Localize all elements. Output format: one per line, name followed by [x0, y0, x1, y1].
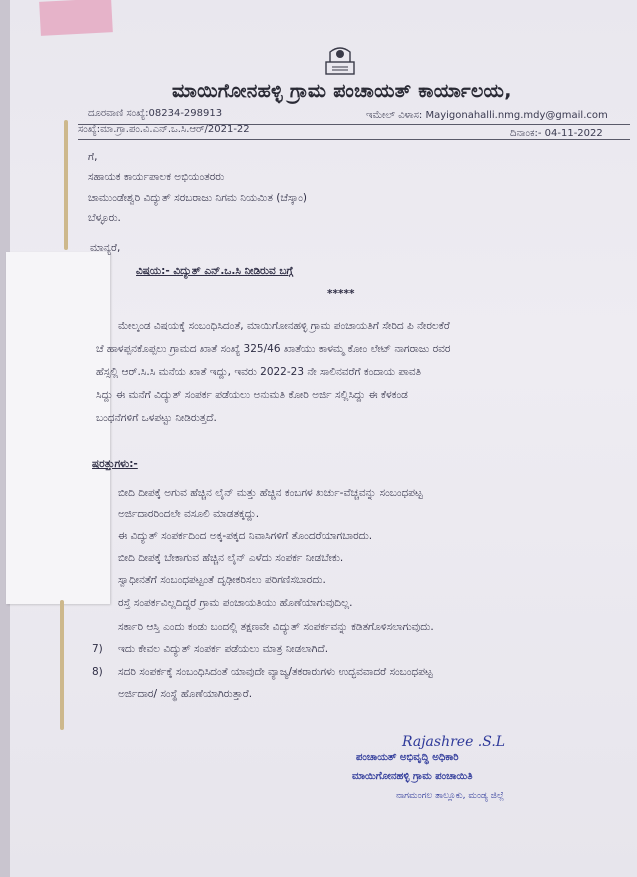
office-title: ಮಾಯಿಗೋನಹಳ್ಳಿ ಗ್ರಾಮ ಪಂಚಾಯತ್ ಕಾರ್ಯಾಲಯ, [172, 80, 512, 102]
pink-paper-tab [39, 0, 113, 36]
recipient-line-3: ಬೆಳ್ಳೂರು. [88, 212, 121, 224]
paragraph-line-3: ಹೆಸ್ಸಲ್ಲಿ ಆರ್.ಸಿ.ಸಿ ಮನೆಯ ಖಾತೆ ಇದ್ದು, ಇವರು 2022-23 ನೇ ಸಾಲಿನವರೆಗೆ ಕಂದಾಯ ಪಾವತಿ [96, 366, 422, 378]
reference-number: ಸಂಖ್ಯೆ:ಮಾ.ಗ್ರಾ.ಪಂ.ವಿ.ಎನ್.ಒ.ಸಿ.ಆರ್/2021-22 [78, 124, 250, 135]
letter-date: ದಿನಾಂಕ:- 04-11-2022 [510, 128, 603, 139]
condition-8-cont: ಅರ್ಜಿದಾರ/ ಸಂಸ್ಥೆ ಹೊಣೆಯಾಗಿರುತ್ತಾರೆ. [118, 688, 253, 700]
condition-7-number: 7) [92, 643, 103, 655]
condition-2: ಈ ವಿದ್ಯುತ್ ಸಂಪರ್ಕದಿಂದ ಅಕ್ಕ-ಪಕ್ಕದ ನಿವಾಸಿಗಳಿಗೆ ತೊಂದರೆಯಾಗಬಾರದು. [118, 530, 373, 542]
white-paper-slip [6, 252, 110, 604]
condition-7: ಇದು ಕೇವಲ ವಿದ್ಯುತ್ ಸಂಪರ್ಕ ಪಡೆಯಲು ಮಾತ್ರ ನೀಡಲಾಗಿದೆ. [118, 643, 329, 655]
condition-1: ಬೀದಿ ದೀಪಕ್ಕೆ ಅಗುವ ಹೆಚ್ಚಿನ ಲೈನ್ ಮತ್ತು ಹೆಚ್ಚಿನ ಕಂಬಗಳ ಖರ್ಚು-ವೆಚ್ಚವನ್ನು ಸಂಬಂಧಪಟ್ಟ [118, 487, 423, 499]
signature-scrawl: Rajashree .S.L [402, 734, 506, 750]
condition-5: ರಸ್ತೆ ಸಂಪರ್ಕವಿಲ್ಲದಿದ್ದರೆ ಗ್ರಾಮ ಪಂಚಾಯತಿಯು ಹೊಣೆಯಾಗುವುದಿಲ್ಲ. [118, 597, 353, 609]
office-email: ಇಮೇಲ್ ವಿಳಾಸ: Mayigonahalli.nmg.mdy@gmail.com [366, 110, 608, 121]
condition-8: ಸದರಿ ಸಂಪರ್ಕಕ್ಕೆ ಸಂಬಂಧಿಸಿದಂತೆ ಯಾವುದೇ ವ್ಯಾಜ್ಯ/ತಕರಾರುಗಳು ಉದ್ಭವವಾದರೆ ಸಂಬಂಧಪಟ್ಟ [118, 666, 433, 678]
subject-line: ವಿಷಯ:- ವಿದ್ಯುತ್ ಎನ್.ಒ.ಸಿ ನೀಡಿರುವ ಬಗ್ಗೆ [136, 265, 294, 277]
subject-separator: ***** [327, 288, 355, 300]
wooden-stick-lower [60, 600, 64, 730]
salutation: ಮಾನ್ಯರೆ, [90, 242, 121, 254]
recipient-line-1: ಸಹಾಯಕ ಕಾರ್ಯಪಾಲಕ ಅಭಿಯಂತರರು [88, 171, 225, 183]
header-rule-2 [78, 139, 630, 140]
conditions-heading: ಷರತ್ತುಗಳು:- [92, 458, 138, 470]
recipient-line-2: ಚಾಮುಂಡೇಶ್ವರಿ ವಿದ್ಯುತ್ ಸರಬರಾಜು ನಿಗಮ ನಿಯಮಿತ (ಚೆಸ್ಕಾಂ) [88, 192, 307, 204]
condition-1-cont: ಅರ್ಜಿದಾರರಿಂದಲೇ ವಸೂಲಿ ಮಾಡತಕ್ಕದ್ದು. [118, 508, 260, 520]
signatory-designation: ಪಂಚಾಯತ್ ಅಭಿವೃದ್ಧಿ ಅಧಿಕಾರಿ [356, 752, 459, 763]
paragraph-line-2: ಚೆ ಹಾಳಪ್ಪನಕೊಪ್ಪಲು ಗ್ರಾಮದ ಖಾತೆ ಸಂಖ್ಯೆ 325/46 ಖಾತೆಯು ಕಾಳಮ್ಮ ಕೋಂ ಲೇಟ್ ನಾಗರಾಜು ರವರ [96, 343, 451, 355]
recipient-to: ಗೆ, [88, 151, 98, 163]
signatory-location: ನಾಗಮಂಗಲ ತಾಲ್ಲೂಕು, ಮಂಡ್ಯ ಜಿಲ್ಲೆ [396, 791, 505, 801]
wooden-stick [64, 120, 68, 250]
condition-8-number: 8) [92, 666, 103, 678]
condition-6: ಸರ್ಕಾರಿ ಆಸ್ತಿ ಎಂದು ಕಂಡು ಬಂದಲ್ಲಿ ತಕ್ಷಣವೇ ವಿದ್ಯುತ್ ಸಂಪರ್ಕವನ್ನು ಕಡಿತಗೊಳಿಸಲಾಗುವುದು. [118, 621, 434, 633]
government-emblem-icon [320, 40, 360, 80]
office-phone: ದೂರವಾಣಿ ಸಂಖ್ಯೆ:08234-298913 [88, 108, 223, 119]
paragraph-line-5: ಬಂಧನೆಗಳಿಗೆ ಒಳಪಟ್ಟು ನೀಡಿರುತ್ತದೆ. [96, 412, 217, 424]
paragraph-line-4: ಸಿದ್ದು ಈ ಮನೆಗೆ ವಿದ್ಯುತ್ ಸಂಪರ್ಕ ಪಡೆಯಲು ಅನುಮತಿ ಕೋರಿ ಅರ್ಜಿ ಸಲ್ಲಿಸಿದ್ದು ಈ ಕೆಳಕಂಡ [96, 389, 408, 401]
condition-4: ಸ್ವಾಧೀನತೆಗೆ ಸಂಬಂಧಪಟ್ಟಂತೆ ದೃಢೀಕರಿಸಲು ಪರಿಗಣಿಸಬಾರದು. [118, 574, 326, 586]
condition-3: ಬೀದಿ ದೀಪಕ್ಕೆ ಬೇಕಾಗುವ ಹೆಚ್ಚಿನ ಲೈನ್ ಎಳೆದು ಸಂಪರ್ಕ ನೀಡಬೇಕು. [118, 552, 344, 564]
paragraph-line-1: ಮೇಲ್ಕಂಡ ವಿಷಯಕ್ಕೆ ಸಂಬಂಧಿಸಿದಂತೆ, ಮಾಯಿಗೋನಹಳ್ಳಿ ಗ್ರಾಮ ಪಂಚಾಯತಿಗೆ ಸೇರಿದ ಪಿ ನೇರಲಕೆರೆ [118, 320, 450, 332]
signatory-office: ಮಾಯಿಗೋನಹಳ್ಳಿ ಗ್ರಾಮ ಪಂಚಾಯಿತಿ [352, 771, 473, 782]
